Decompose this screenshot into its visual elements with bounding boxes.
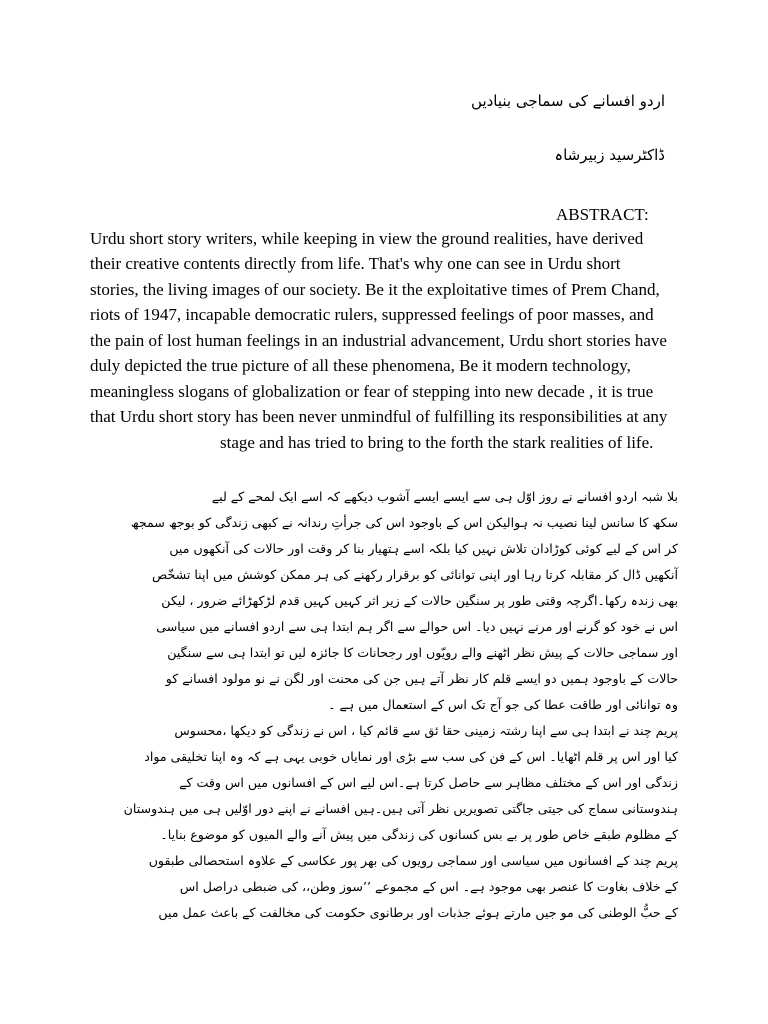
body-line: بلا شبہ اردو افسانے نے روز اوّل ہی سے ایسے ایسے آشوب دیکھے کہ اسے ایک لمحے کے لیے xyxy=(211,489,678,504)
body-line: بھی زندہ رکھا۔اگرچہ وقتی طور پر سنگین حالات کے زیر اثر کہیں کہیں قدم لڑکھڑائے ضرور ، لیکن xyxy=(161,593,678,608)
abstract-line: their creative contents directly from life. That's why one can see in Urdu short xyxy=(90,254,621,273)
abstract-line: riots of 1947, incapable democratic rulers, suppressed feelings of poor masses, and xyxy=(90,305,654,324)
body-line: وہ توانائی اور طاقت عطا کی جو آج تک اس کے استعمال میں ہے ۔ xyxy=(328,697,678,712)
abstract-line: stories, the living images of our society. Be it the exploitative times of Prem Chand, xyxy=(90,280,660,299)
body-line: زندگی اور اس کے مختلف مظاہر سے حاصل کرتا ہے۔اس لیے اس کے افسانوں میں اس وقت کے xyxy=(179,775,678,790)
body-line: آنکھیں ڈال کر مقابلہ کرتا رہا اور اپنی توانائی کو برقرار رکھنے کی ہر ممکن کوشش میں اپنا تشخّص xyxy=(152,567,678,582)
body-line: ہندوستانی سماج کی جیتی جاگتی تصویریں نظر آتی ہیں۔ہیں افسانے نے اپنے دور اوّلیں ہی میں ہندوستان xyxy=(123,801,678,816)
author-name: ڈاکٹرسید زبیرشاہ xyxy=(554,146,665,164)
abstract-line: duly depicted the true picture of all these phenomena, Be it modern technology, xyxy=(90,356,631,375)
body-line: پریم چند کے افسانوں میں سیاسی اور سماجی رویوں کی بھر پور عکاسی کے علاوہ استحصالی طبقوں xyxy=(148,853,678,868)
body-line: کے حبُّ الوطنی کی مو جیں مارتے ہوئے جذبات اور برطانوی حکومت کی مخالفت کے باعث عمل میں xyxy=(158,905,678,920)
abstract-line: the pain of lost human feelings in an industrial advancement, Urdu short stories have xyxy=(90,331,667,350)
body-line: سکھ کا سانس لینا نصیب نہ ہوالیکن اس کے باوجود اس کی جرأتِ رندانہ نے کبھی زندگی کو بوجھ سمجھ xyxy=(130,515,678,530)
body-line: حالات کے باوجود ہمیں دو ایسے قلم کار نظر آتے ہیں جن کی محنت اور لگن نے نو مولود افسانے کو xyxy=(165,671,678,686)
abstract-line: meaningless slogans of globalization or fear of stepping into new decade , it is true xyxy=(90,382,654,401)
body-line: کر اس کے لیے کوئی کوڑادان تلاش نہیں کیا بلکہ اسے ہتھیار بنا کر وقت اور حالات کی آنکھوں میں xyxy=(169,541,678,556)
body-line: کے خلاف بغاوت کا عنصر بھی موجود ہے۔ اس کے مجموعے ’’سوز وطن،، کی ضبطی دراصل اس xyxy=(179,879,678,894)
body-line: پریم چند نے ابتدا ہی سے اپنا رشتہ زمینی حقا ئق سے قائم کیا ، اس نے زندگی کو دیکھا ،محسوس xyxy=(174,723,678,738)
abstract-heading: ABSTRACT: xyxy=(556,205,649,224)
article-title: اردو افسانے کی سماجی بنیادیں xyxy=(471,92,665,110)
abstract-line: Urdu short story writers, while keeping in view the ground realities, have derived xyxy=(90,229,644,248)
body-line: کیا اور اس پر قلم اٹھایا۔ اس کے فن کی سب سے بڑی اور نمایاں خوبی یہی ہے کہ وہ اپنا تخلیقی مواد xyxy=(144,749,678,764)
body-line: اور سماجی حالات کے پیش نظر اٹھنے والے رویّوں اور رجحانات کا جائزہ لیں تو ابتدا ہی سے سنگین xyxy=(167,645,678,660)
abstract-line: that Urdu short story has been never unmindful of fulfilling its responsibilities at any xyxy=(90,407,668,426)
body-line: کے مظلوم طبقے خاص طور پر بے بس کسانوں کی زندگی میں پیش آنے والے المیوں کو موضوع بنایا۔ xyxy=(160,827,678,842)
abstract-line: stage and has tried to bring to the forth the stark realities of life. xyxy=(220,433,654,452)
body-line: اس نے خود کو گرنے اور مرنے نہیں دیا۔ اس حوالے سے اگر ہم ابتدا ہی سے اردو افسانے میں سیاسی xyxy=(156,619,678,634)
